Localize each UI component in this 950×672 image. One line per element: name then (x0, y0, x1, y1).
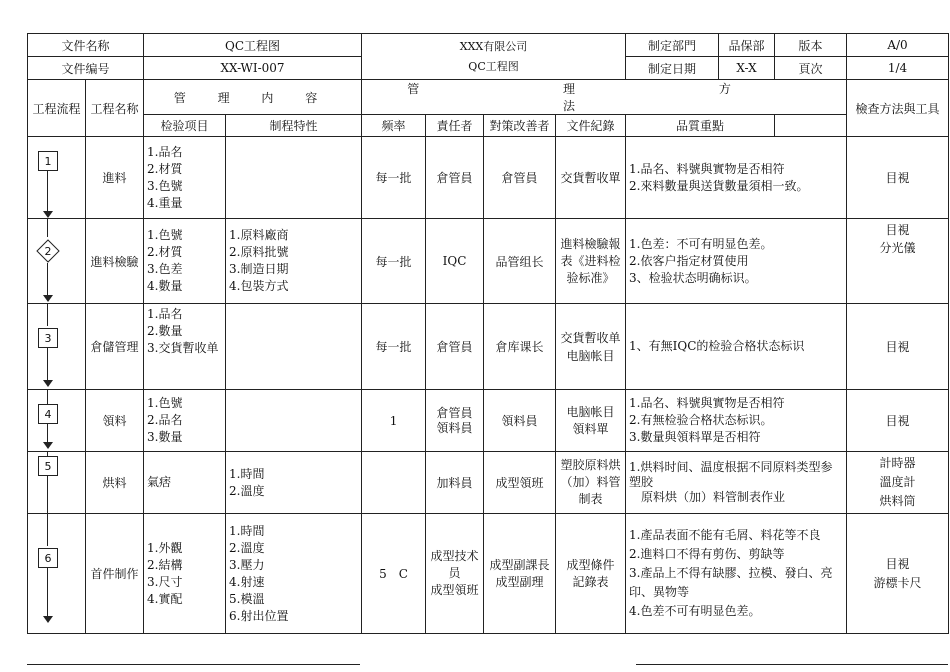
col-frequency: 频率 (362, 115, 426, 137)
record: 進料檢驗報表《进料检验标准》 (556, 219, 626, 304)
decision-diamond-icon (36, 239, 60, 263)
cell-line: 氣痞 (147, 475, 172, 489)
cell-line: 2.溫度 (229, 540, 265, 555)
flow-connector (47, 514, 48, 546)
process-name: 倉儲管理 (86, 304, 144, 390)
process-traits (226, 304, 362, 390)
flow-cell-step-6 (28, 514, 86, 634)
record: 电脑帐目 領料單 (556, 390, 626, 452)
inspect-tools: 目視 游標卡尺 (847, 514, 949, 634)
inspect-items (144, 390, 226, 452)
company-name: XXX有限公司 (459, 39, 528, 53)
cell-line: 原料烘（加）料管制表作业 (629, 490, 786, 504)
inspect-items (144, 219, 226, 304)
improver: 倉管員 (484, 137, 556, 219)
flow-step-6-box: 6 (38, 548, 58, 568)
arrow-down-icon (43, 295, 53, 302)
col-responsible: 責任者 (426, 115, 484, 137)
record: 成型條件 記錄表 (556, 514, 626, 634)
cell-line: 2.數量 (147, 324, 183, 338)
col-flow: 工程流程 (28, 80, 86, 137)
flow-connector (47, 171, 48, 213)
inspect-tools: 計時器 溫度計 烘料筒 (847, 452, 949, 514)
flow-step-3-box: 3 (38, 328, 58, 348)
col-mgmt-content: 管 理 内 容 (144, 80, 362, 115)
doc-no-value: XX-WI-007 (144, 57, 362, 80)
cell-line: 1.品名 (147, 307, 183, 321)
cell-line: 1.品名 (147, 144, 183, 159)
process-traits (226, 514, 362, 634)
table-row (28, 452, 949, 514)
cell-line: 2.有無检验合格状态标识。 (629, 413, 773, 427)
cell-line: 4.重量 (147, 195, 183, 210)
arrow-down-icon (43, 616, 53, 623)
inspect-items (144, 452, 226, 514)
flow-cell-step-2 (28, 219, 86, 304)
col-inspect-method: 檢查方法與工具 (847, 80, 949, 137)
cell-line: 4.射速 (229, 574, 265, 589)
cell-line: 2.品名 (147, 413, 183, 427)
process-traits (226, 137, 362, 219)
flow-connector (47, 424, 48, 444)
inspect-tools: 目視 分光儀 (847, 219, 949, 304)
cell-line: 1.時間 (229, 466, 265, 481)
flow-connector (47, 219, 48, 237)
col-process-name: 工程名称 (86, 80, 144, 137)
cell-line: 5.模溫 (229, 591, 265, 606)
table-row (28, 514, 949, 634)
cell-line: 1.品名、料號與實物是否相符 (629, 161, 785, 176)
cell-line: 3.壓力 (229, 557, 265, 572)
dept-value: 品保部 (719, 34, 775, 57)
arrow-down-icon (43, 211, 53, 218)
inspect-items (144, 514, 226, 634)
cell-line: 3.色差 (147, 262, 183, 276)
responsible: 成型技术员 成型領班 (426, 514, 484, 634)
frequency: 每一批 (362, 219, 426, 304)
cell-line: 2.來料數量與送貨數量須相一致。 (629, 178, 809, 193)
qc-process-chart-document (27, 33, 948, 634)
responsible: IQC (426, 219, 484, 304)
flow-step-4-box: 4 (38, 404, 58, 424)
doc-no-label: 文件编号 (28, 57, 144, 80)
version-value: A/0 (847, 34, 949, 57)
cell-line: 2.依客户指定材質使用 (629, 253, 749, 268)
improver: 成型領班 (484, 452, 556, 514)
process-name: 首件制作 (86, 514, 144, 634)
inspect-tools: 目視 (847, 304, 949, 390)
flow-connector (47, 304, 48, 326)
quality-focus (626, 514, 847, 634)
cell-line: 2.結構 (147, 557, 183, 572)
cell-line: 3、检验状态明确标识。 (629, 270, 757, 285)
company-title-block (362, 34, 626, 80)
flow-cell-step-5 (28, 452, 86, 514)
cell-line: 2.進料口不得有剪伤、剪缺等 (629, 547, 785, 561)
flow-step-1-box: 1 (38, 151, 58, 171)
process-name: 領料 (86, 390, 144, 452)
version-label: 版本 (775, 34, 847, 57)
frequency: 1 (362, 390, 426, 452)
flow-connector (47, 390, 48, 404)
table-row (28, 304, 949, 390)
table-row (28, 137, 949, 219)
col-inspect-item: 检验项目 (144, 115, 226, 137)
cell-line: 1.烘料时间、温度根据不同原料类型参塑胶 (629, 460, 833, 489)
record: 交貨暫收单 电脑帐目 (556, 304, 626, 390)
improver: 品管组长 (484, 219, 556, 304)
quality-focus (626, 219, 847, 304)
chart-name: QC工程图 (468, 59, 519, 73)
quality-focus (626, 304, 847, 390)
cell-line: 3.產品上不得有缺膠、拉模、發白、亮印、異物等 (629, 566, 833, 599)
process-name: 烘料 (86, 452, 144, 514)
flow-cell-step-3 (28, 304, 86, 390)
flow-connector (47, 568, 48, 618)
responsible: 倉管員 (426, 304, 484, 390)
inspect-tools: 目視 (847, 390, 949, 452)
cell-line: 3.交貨暫收单 (147, 341, 219, 355)
doc-name-label: 文件名称 (28, 34, 144, 57)
responsible: 加料員 (426, 452, 484, 514)
cell-line: 4.色差不可有明显色差。 (629, 604, 761, 618)
cell-line: 1.時間 (229, 523, 265, 538)
cell-line: 1.色號 (147, 228, 183, 242)
cell-line: 3.數量與領料單是否相符 (629, 430, 761, 444)
flow-cell-step-4 (28, 390, 86, 452)
flow-step-2-label: 2 (44, 245, 52, 258)
cell-line: 2.溫度 (229, 483, 265, 498)
date-value: X-X (719, 57, 775, 80)
cell-line: 2.材質 (147, 161, 183, 176)
process-traits (226, 452, 362, 514)
cell-line: 4.包裝方式 (229, 279, 289, 293)
table-row (28, 219, 949, 304)
cell-line: 3.尺寸 (147, 574, 183, 589)
frequency: 每一批 (362, 137, 426, 219)
quality-focus (626, 390, 847, 452)
cell-line: 4.數量 (147, 279, 183, 293)
process-name: 進料 (86, 137, 144, 219)
frequency: 每一批 (362, 304, 426, 390)
process-traits (226, 390, 362, 452)
footer-rule-right (636, 664, 948, 665)
cell-line: 1、有無IQC的检验合格状态标识 (629, 339, 805, 353)
frequency: 5 C (362, 514, 426, 634)
flow-connector (47, 263, 48, 297)
flow-connector (47, 348, 48, 382)
dept-label: 制定部門 (626, 34, 719, 57)
cell-line: 3.制造日期 (229, 262, 289, 276)
improver: 倉库课长 (484, 304, 556, 390)
cell-line: 1.色號 (147, 396, 183, 410)
cell-line: 1.品名、料號與實物是否相符 (629, 396, 785, 410)
cell-line: 4.實配 (147, 591, 183, 606)
inspect-items (144, 137, 226, 219)
footer-rule-left (27, 664, 360, 665)
arrow-down-icon (43, 380, 53, 387)
cell-line: 1.產品表面不能有毛屑、料花等不良 (629, 528, 821, 542)
cell-line: 3.色號 (147, 178, 183, 193)
inspect-tools: 目視 (847, 137, 949, 219)
cell-line: 1.外觀 (147, 540, 183, 555)
frequency (362, 452, 426, 514)
page-label: 頁次 (775, 57, 847, 80)
col-improver: 對策改善者 (484, 115, 556, 137)
quality-focus (626, 137, 847, 219)
cell-line: 1.原料廠商 (229, 228, 289, 242)
table-row (28, 390, 949, 452)
doc-name-value: QC工程图 (144, 34, 362, 57)
flow-cell-step-1 (28, 137, 86, 219)
qc-process-table (27, 33, 949, 634)
responsible: 倉管員 領料員 (426, 390, 484, 452)
cell-line: 6.射出位置 (229, 608, 289, 623)
record: 塑胶原料烘（加）料管制表 (556, 452, 626, 514)
cell-line: 2.材質 (147, 245, 183, 259)
col-record: 文件紀錄 (556, 115, 626, 137)
cell-line: 2.原料批號 (229, 245, 289, 259)
inspect-items (144, 304, 226, 390)
improver: 成型副課長 成型副理 (484, 514, 556, 634)
col-quality-focus: 品質重點 (626, 115, 775, 137)
cell-line: 1.色差：不可有明显色差。 (629, 236, 773, 251)
record: 交貨暫收單 (556, 137, 626, 219)
improver: 領料員 (484, 390, 556, 452)
quality-focus (626, 452, 847, 514)
cell-line: 3.數量 (147, 430, 183, 444)
process-name: 進料檢驗 (86, 219, 144, 304)
date-label: 制定日期 (626, 57, 719, 80)
flow-step-5-box: 5 (38, 456, 58, 476)
col-mgmt-method: 管 理 方 法 (362, 80, 847, 115)
page-value: 1/4 (847, 57, 949, 80)
col-process-char: 制程特性 (226, 115, 362, 137)
process-traits (226, 219, 362, 304)
flow-connector (47, 476, 48, 514)
arrow-down-icon (43, 442, 53, 449)
responsible: 倉管員 (426, 137, 484, 219)
